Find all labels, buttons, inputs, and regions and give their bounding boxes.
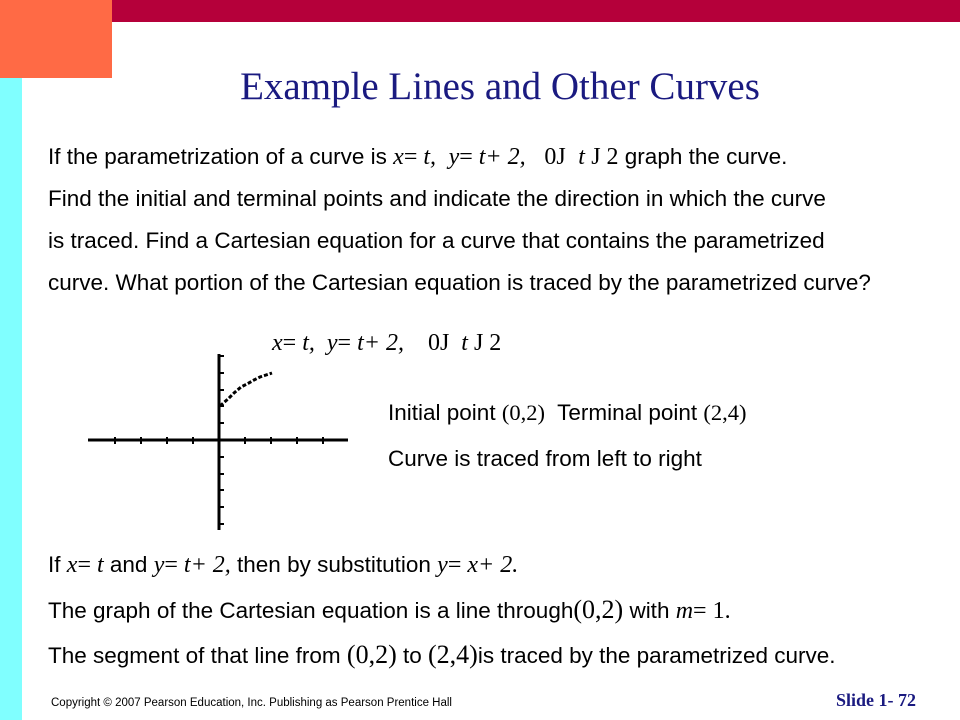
points-description [388,390,747,482]
direction-line: Curve is traced from left to right [388,446,702,471]
top-accent-bar [0,0,960,22]
slide-title: Example Lines and Other Curves [240,65,760,108]
conclusion-line-1: If x= t and y= t+ 2, then by substitution y= x+ 2. [48,552,519,578]
slide-number: Slide 1- 72 [836,690,917,710]
problem-line-1: If the parametrization of a curve is x= t, y= t+ 2, 0J t J 2 graph the curve. [48,144,788,170]
conclusion-line-3: The segment of that line from (0,2) to (2,4)is traced by the parametrized curve. [48,640,836,669]
graph-equation: x= t, y= t+ 2, 0J t J 2 [272,330,502,356]
problem-line-2: Find the initial and terminal points and indicate the direction in which the curve [48,186,826,211]
problem-line-4: curve. What portion of the Cartesian equation is traced by the parametrized curve? [48,270,871,295]
points-line: Initial point (0,2) Terminal point (2,4) [388,400,747,425]
problem-line-3: is traced. Find a Cartesian equation for a curve that contains the parametrized [48,228,825,253]
copyright-notice: Copyright © 2007 Pearson Education, Inc. Publishing as Pearson Prentice Hall [51,697,452,709]
conclusion-line-2: The graph of the Cartesian equation is a line through(0,2) with m= 1. [48,595,731,624]
parametric-curve [220,373,272,406]
problem-statement [48,136,948,304]
parametric-curve-graph [84,348,354,534]
conclusion [48,542,948,677]
